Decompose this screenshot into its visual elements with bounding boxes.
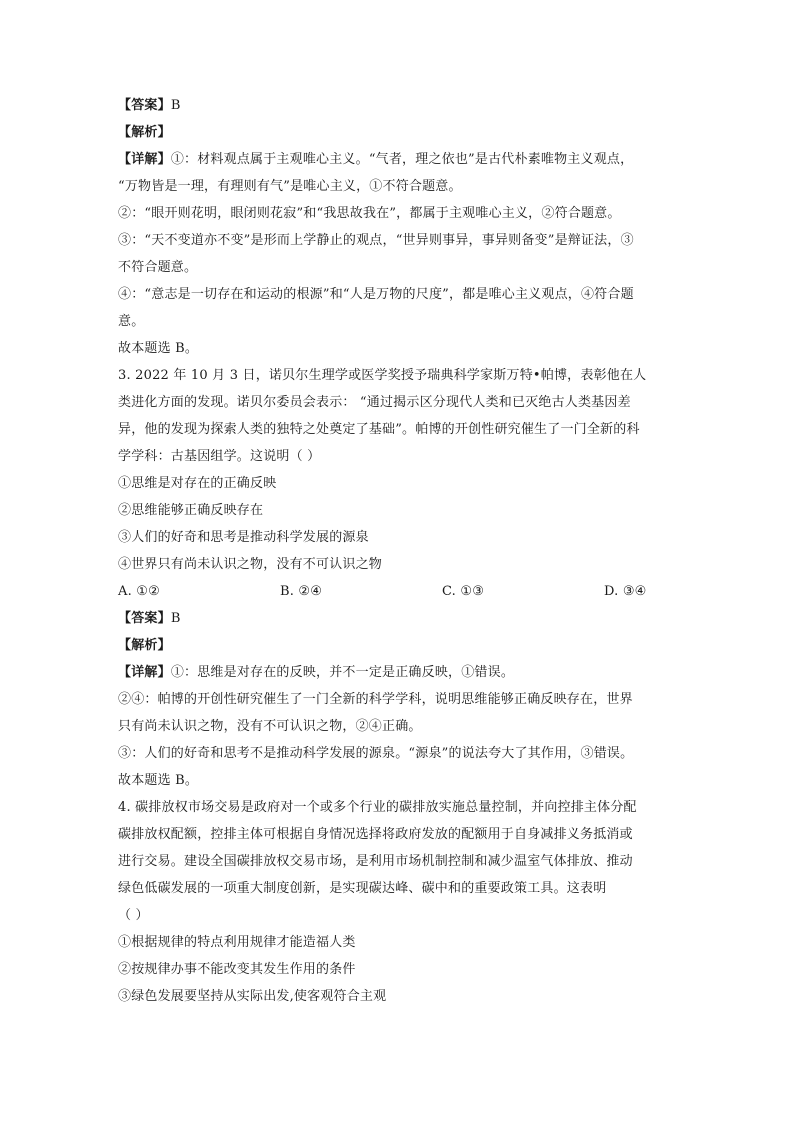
q3-statement-3: ③人们的好奇和思考是推动科学发展的源泉 <box>118 530 369 545</box>
q2-detail-line-4: ③：“天不变道亦不变”是形而上学静止的观点，“世异则事异，事异则备变”是辩证法，③ <box>118 233 634 248</box>
answer-value: B <box>170 611 181 626</box>
q3-stem-line-4: 学学科：古基因组学。这说明（ ） <box>118 449 321 464</box>
q4-statement-1: ①根据规律的特点利用规律才能造福人类 <box>118 935 356 950</box>
q3-answer-line <box>118 605 678 632</box>
q4-statement-3: ③绿色发展要坚持从实际出发,使客观符合主观 <box>118 989 387 1004</box>
q3-statement-2: ②思维能够正确反映存在 <box>118 503 264 518</box>
q2-detail-line-3: ②：“眼开则花明，眼闭则花寂”和“我思故我在”，都属于主观唯心主义，②符合题意。 <box>118 206 621 221</box>
q3-option-b: B. ②④ <box>280 584 323 599</box>
q3-detail-line-2: ②④：帕博的开创性研究催生了一门全新的科学学科，说明思维能够正确反映存在，世界 <box>118 692 633 707</box>
q2-detail-line-2: “万物皆是一理，有理则有气”是唯心主义，①不符合题意。 <box>118 179 462 194</box>
q3-detail-line-3: 只有尚未认识之物，没有不可认识之物，②④正确。 <box>118 719 422 734</box>
q4-stem-line-3: 进行交易。建设全国碳排放权交易市场，是利用市场机制控制和减少温室气体排放、推动 <box>118 854 633 869</box>
q2-detail-text-1: ①：材料观点属于主观唯心主义。“气者，理之依也”是古代朴素唯物主义观点， <box>170 152 634 167</box>
q4-stem-line-4: 绿色低碳发展的一项重大制度创新，是实现碳达峰、碳中和的重要政策工具。这表明 <box>118 881 607 896</box>
detail-tag: 【详解】 <box>118 152 171 167</box>
q3-option-d: D. ③④ <box>604 584 647 599</box>
q2-detail-line-7: 意。 <box>118 314 145 329</box>
q3-statement-1: ①思维是对存在的正确反映 <box>118 476 277 491</box>
answer-tag: 【答案】 <box>118 611 171 626</box>
q3-stem-line-2: 类进化方面的发现。诺贝尔委员会表示： “通过揭示区分现代人类和已灭绝古人类基因差 <box>118 395 631 410</box>
document-page <box>118 92 678 1010</box>
q3-detail-text-1: ①：思维是对存在的反映，并不一定是正确反映，①错误。 <box>170 665 515 680</box>
q2-detail-line-5: 不符合题意。 <box>118 260 198 275</box>
q2-answer-line <box>118 92 678 119</box>
q3-analysis-tag: 【解析】 <box>118 638 171 653</box>
q4-stem-line-1: 4. 碳排放权市场交易是政府对一个或多个行业的碳排放实施总量控制，并向控排主体分配 <box>118 800 637 815</box>
q2-detail-line-1 <box>118 146 678 173</box>
answer-value: B <box>170 98 181 113</box>
q3-stem-line-3: 异，他的发现为探索人类的独特之处奠定了基础”。帕博的开创性研究催生了一门全新的科 <box>118 422 640 437</box>
q4-stem-line-5: （ ） <box>118 908 149 923</box>
q3-conclusion: 故本题选 B。 <box>118 773 199 788</box>
q3-stem-line-1: 3. 2022 年 10 月 3 日，诺贝尔生理学或医学奖授予瑞典科学家斯万特•帕博，表彰他在人 <box>118 368 647 383</box>
q3-option-c: C. ①③ <box>442 584 485 599</box>
detail-tag: 【详解】 <box>118 665 171 680</box>
q2-analysis-tag: 【解析】 <box>118 125 171 140</box>
q2-detail-line-6: ④：“意志是一切存在和运动的根源”和“人是万物的尺度”，都是唯心主义观点，④符合题 <box>118 287 634 302</box>
q4-stem-line-2: 碳排放权配额，控排主体可根据自身情况选择将政府发放的配额用于自身减排义务抵消或 <box>118 827 633 842</box>
q2-conclusion: 故本题选 B。 <box>118 341 199 356</box>
q3-statement-4: ④世界只有尚未认识之物，没有不可认识之物 <box>118 557 383 572</box>
q4-statement-2: ②按规律办事不能改变其发生作用的条件 <box>118 962 356 977</box>
answer-tag: 【答案】 <box>118 98 171 113</box>
q3-detail-line-1 <box>118 659 678 686</box>
q3-options <box>118 578 678 605</box>
q3-detail-line-4: ③：人们的好奇和思考不是推动科学发展的源泉。“源泉”的说法夸大了其作用，③错误。 <box>118 746 634 761</box>
q3-option-a: A. ①② <box>118 584 160 599</box>
